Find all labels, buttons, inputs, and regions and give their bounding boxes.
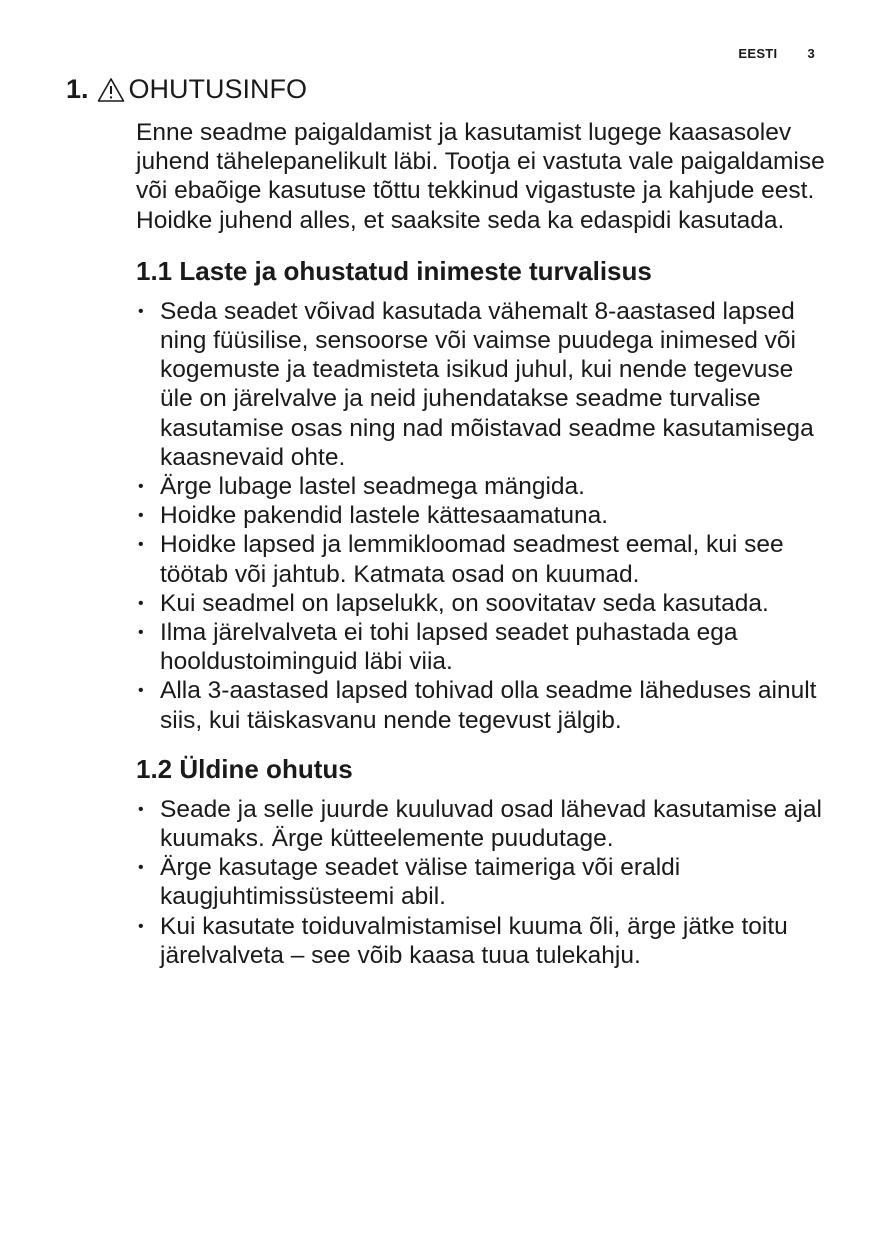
intro-paragraph: Enne seadme paigaldamist ja kasutamist lugege kaasasolev juhend tähelepanelikult läbi. Tootja ei vastuta vale paigaldamise või ebaõige kasutuse tõttu tekkinud vigastuste ja kahjude eest. Hoidke juhend alles, et saaksite seda ka edaspidi kasutada.	[136, 119, 825, 234]
subsection-number: 1.1	[136, 255, 173, 286]
subsection-title: Üldine ohutus	[179, 753, 353, 784]
list-item: • Seda seadet võivad kasutada vähemalt 8-aastased lapsed ning füüsilise, sensoorse või vaimse puudega inimesed või kogemuste ja teadmisteta isikud juhul, kui nende tegevuse üle on järelvalve ja neid juhendatakse seadme turvalise kasutamise osas ning nad mõistavad seadme kasutamisega kaasnevaid ohte.	[136, 297, 826, 472]
list-item: • Hoidke pakendid lastele kättesaamatuna.	[136, 501, 826, 530]
main-content	[136, 118, 826, 970]
subsection-title: Laste ja ohustatud inimeste turvalisus	[179, 255, 652, 286]
section-heading	[66, 74, 307, 105]
section-title: OHUTUSINFO	[128, 74, 308, 104]
warning-triangle-icon	[97, 77, 125, 103]
subsection-heading-children-safety	[136, 255, 826, 287]
language-label: EESTI	[738, 46, 778, 61]
page-number: 3	[807, 46, 815, 61]
section-number: 1.	[66, 74, 89, 104]
list-item: • Ärge kasutage seadet välise taimeriga või eraldi kaugjuhtimissüsteemi abil.	[136, 853, 826, 911]
list-item: • Seade ja selle juurde kuuluvad osad lähevad kasutamise ajal kuumaks. Ärge kütteelemente puudutage.	[136, 795, 826, 853]
subsection-heading-general-safety	[136, 753, 826, 785]
list-item: • Hoidke lapsed ja lemmikloomad seadmest eemal, kui see töötab või jahtub. Katmata osad on kuumad.	[136, 530, 826, 588]
list-item: • Ärge lubage lastel seadmega mängida.	[136, 472, 826, 501]
page-header	[738, 46, 815, 61]
children-safety-list	[136, 297, 826, 735]
list-item: • Ilma järelvalveta ei tohi lapsed seadet puhastada ega hooldustoiminguid läbi viia.	[136, 618, 826, 676]
general-safety-list	[136, 795, 826, 970]
subsection-number: 1.2	[136, 753, 173, 784]
list-item: • Kui seadmel on lapselukk, on soovitatav seda kasutada.	[136, 589, 826, 618]
list-item: • Alla 3-aastased lapsed tohivad olla seadme läheduses ainult siis, kui täiskasvanu nende tegevust jälgib.	[136, 676, 826, 734]
list-item: • Kui kasutate toiduvalmistamisel kuuma õli, ärge jätke toitu järelvalveta – see võib kaasa tuua tulekahju.	[136, 912, 826, 970]
